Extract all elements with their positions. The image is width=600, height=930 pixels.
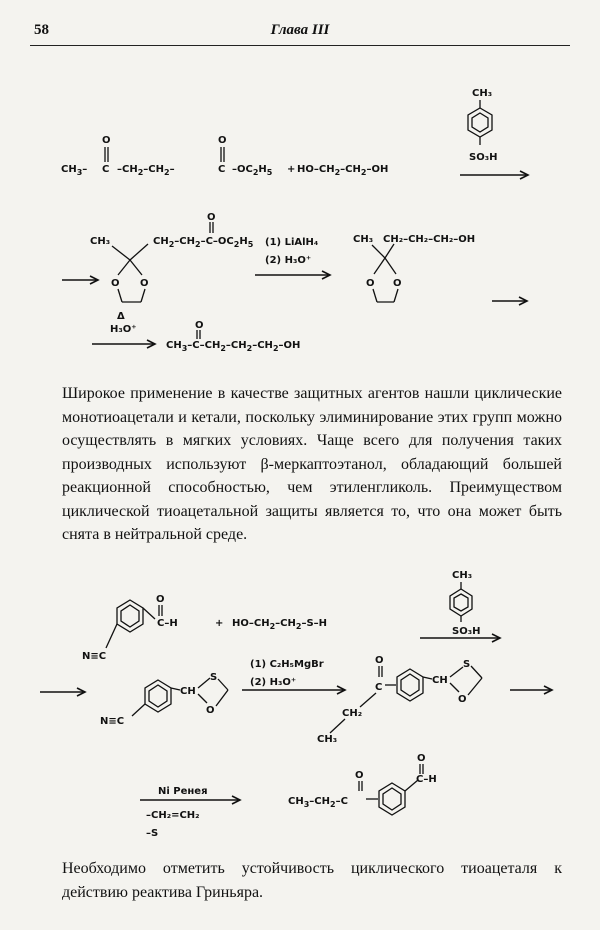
svg-text:C–H: C–H — [157, 618, 178, 629]
svg-text:O: O — [102, 135, 111, 146]
svg-text:O: O — [417, 753, 426, 764]
step2-reagent: (2) H₃O⁺ — [265, 255, 312, 266]
svg-text:O: O — [111, 278, 120, 289]
svg-text:C–H: C–H — [416, 774, 437, 785]
svg-text:–CH2–CH2–: $-CH_2-CH_2-$ — [117, 164, 175, 177]
svg-text:CH: CH — [432, 675, 448, 686]
svg-text:O: O — [207, 212, 216, 223]
grignard-step1: (1) C₂H₅MgBr — [250, 659, 324, 670]
page-number: 58 — [34, 22, 49, 38]
svg-text:CH3–: $CH_3-$ — [61, 164, 88, 177]
plus-sign: + — [287, 164, 296, 175]
step1-reagent: (1) LiAlH₄ — [265, 237, 319, 248]
svg-text:CH₃: CH₃ — [90, 236, 111, 247]
scheme1-row3 — [92, 311, 300, 353]
svg-text:S: S — [463, 659, 471, 670]
svg-text:CH₃: CH₃ — [353, 234, 374, 245]
nitrile-group: N≡C — [82, 651, 107, 662]
svg-text:O: O — [355, 770, 364, 781]
svg-text:O: O — [366, 278, 375, 289]
svg-text:S: S — [210, 672, 218, 683]
svg-text:–OC2H5: $-OC_2H_5$ — [232, 164, 273, 177]
svg-text:O: O — [206, 705, 215, 716]
svg-text:O: O — [140, 278, 149, 289]
svg-text:N≡C: N≡C — [100, 716, 125, 727]
ketal-alcohol-chain: CH₂–CH₂–CH₂–OH — [383, 234, 476, 245]
svg-text:O: O — [195, 320, 204, 331]
svg-text:CH2–CH2–C–OC2H5: $CH_2-CH_2-C-OC_2H_5$ — [153, 236, 254, 249]
svg-text:O: O — [156, 594, 165, 605]
svg-text:O: O — [375, 655, 384, 666]
svg-text:CH3–CH2–C: $CH_3-CH_2-C$ — [288, 796, 348, 809]
svg-text:CH: CH — [180, 686, 196, 697]
svg-text:+: + — [215, 618, 224, 629]
ketone-methyl: CH₃ — [317, 734, 338, 745]
hydrolysis-reagent: H₃O⁺ — [110, 324, 137, 335]
byproduct-sulfur: –S — [146, 828, 159, 839]
svg-text:C: C — [218, 164, 226, 175]
scheme1-row1 — [61, 88, 528, 179]
raney-nickel: Ni Ренея — [158, 786, 208, 797]
scheme1-row2 — [62, 212, 527, 305]
scheme2-row1 — [82, 570, 500, 662]
svg-text:C: C — [375, 682, 383, 693]
svg-text:HO–CH2–CH2–S–H: $HO-CH_2-CH_2-S-H$ — [232, 618, 328, 631]
svg-text:HO–CH2–CH2–OH: $HO-CH_2-CH_2-OH$ — [297, 164, 389, 177]
svg-text:O: O — [393, 278, 402, 289]
heat-symbol: Δ — [117, 311, 125, 322]
hydrolysis-product: $CH_3-C-CH_2-CH_2-CH_2-OH$ — [166, 340, 301, 353]
ketone-ch2: CH₂ — [342, 708, 363, 719]
scheme2-row3 — [140, 753, 437, 839]
grignard-step2: (2) H₃O⁺ — [250, 677, 297, 688]
byproduct-ethylene: –CH₂=CH₂ — [146, 810, 200, 821]
chapter-title: Глава III — [270, 22, 330, 38]
svg-text:CH₃: CH₃ — [452, 570, 473, 581]
svg-text:O: O — [458, 694, 467, 705]
catalyst-sulfo: SO₃H — [469, 152, 498, 163]
svg-text:O: O — [218, 135, 227, 146]
scheme2-row2 — [40, 655, 552, 745]
svg-text:C: C — [102, 164, 110, 175]
catalyst-methyl: CH₃ — [472, 88, 493, 99]
svg-text:SO₃H: SO₃H — [452, 626, 481, 637]
paragraph-protecting-groups: Широкое применение в качестве защитных агентов нашли циклические монотиоацетали и кетали, поскольку элиминирование этих групп можно осуществлять в мягких условиях. Чаще всего для получения таких производных используют β-меркаптоэтанол, обладающий большей реакционной способностью, чем этиленгликоль. Преимуществом циклической тиоацетальной защиты является то, что она может быть снята в нейтральной среде. — [62, 385, 562, 543]
paragraph-grignard-stability: Необходимо отметить устойчивость циклического тиоацеталя к действию реактива Гриньяра. — [62, 860, 562, 901]
